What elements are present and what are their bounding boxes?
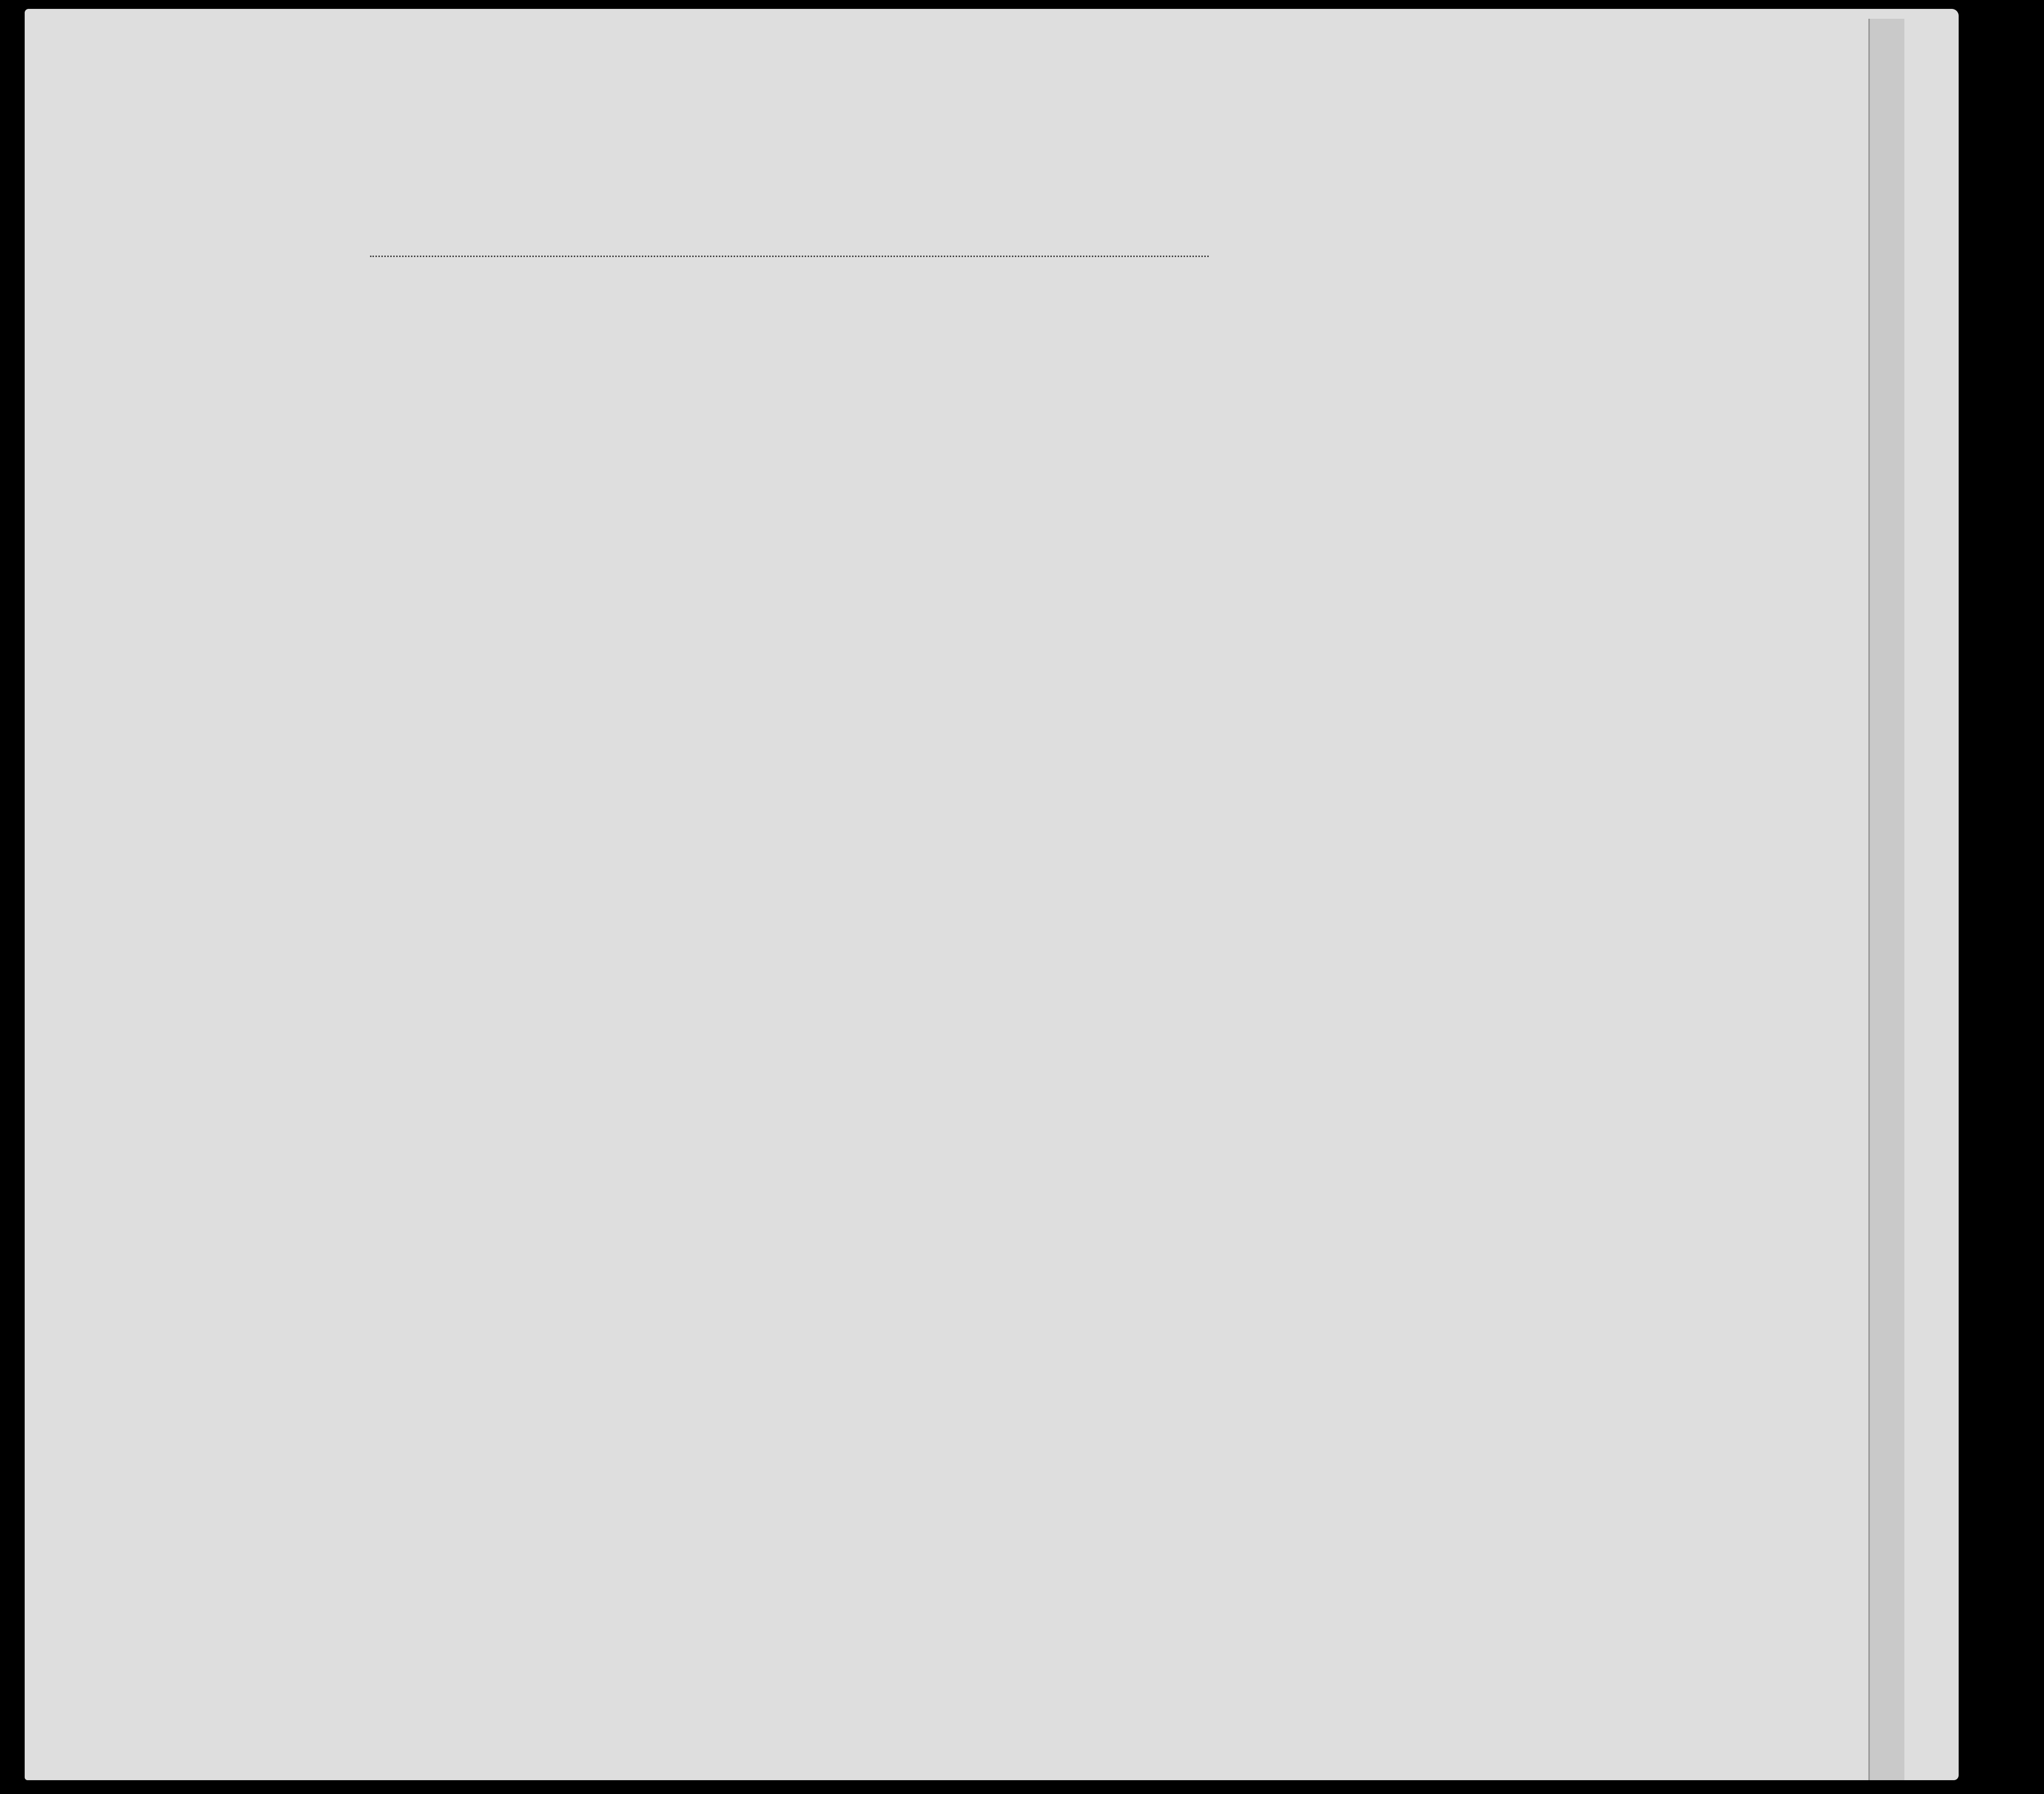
manifest-sheet (25, 9, 1959, 1780)
arriving-line (370, 256, 1209, 257)
manifest-table (98, 265, 1933, 1612)
